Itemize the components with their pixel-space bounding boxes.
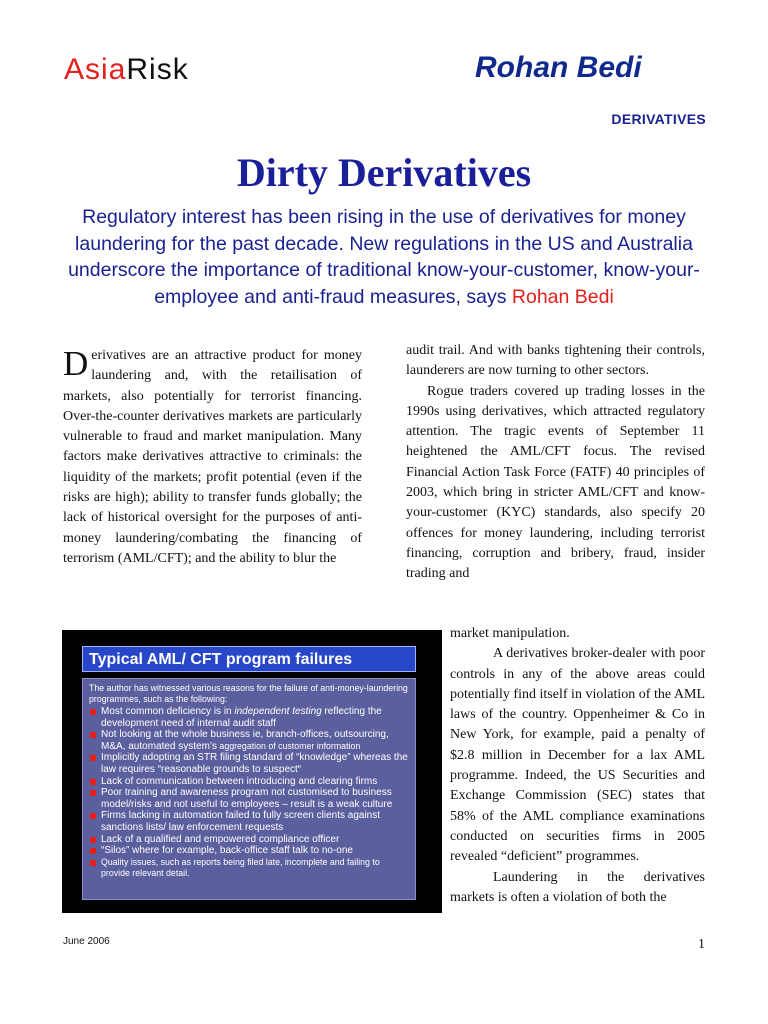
failure-item bbox=[89, 857, 409, 880]
red-square-bullet-icon bbox=[90, 709, 96, 715]
author-logo: Rohan Bedi bbox=[475, 51, 642, 84]
footer-date: June 2006 bbox=[63, 936, 110, 947]
body-column-right-bottom bbox=[450, 624, 705, 908]
failure-item bbox=[89, 834, 409, 846]
article-title: Dirty Derivatives bbox=[236, 150, 532, 195]
red-square-bullet-icon bbox=[90, 813, 96, 819]
red-square-bullet-icon bbox=[90, 860, 96, 866]
sidebar-box-intro: The author has witnessed various reasons for the failure of anti-money-laundering programmes, such as the following: bbox=[89, 683, 408, 704]
page-number: 1 bbox=[698, 937, 705, 952]
red-square-bullet-icon bbox=[90, 790, 96, 796]
body-column-right-top bbox=[406, 341, 705, 585]
failure-item bbox=[89, 810, 409, 833]
col1-text: erivatives are an attractive product for money laundering and, with the retailisation of markets, also potentially for terrorist financing. Over-the-counter derivatives markets are particularly vulnerable to fraud and market manipulation. Many factors make derivatives attractive to criminals: the liquidity of the markets; profit potential (even if the risks are high); ability to transfer funds globally; the lack of historical oversight for the purposes of anti-money laundering/combating the financing of terrorism (AML/CFT); and the ability to blur the bbox=[63, 348, 362, 566]
col3-paragraph-3: A derivatives broker-dealer with poor controls in any of the above areas could potentially find itself in violation of the AML laws of the country. Oppenheimer & Co in New York, for example, paid a penalty of $2.8 million in December for a lax AML programme. Indeed, the US Securities and Exchange Commission (SEC) states that 58% of the AML compliance examinations conducted on securities firms in 2005 revealed “deficient” programmes. bbox=[450, 646, 705, 865]
failure-item-text: Firms lacking in automation failed to fully screen clients against sanctions lists/ law enforcement requests bbox=[101, 810, 381, 833]
failure-item-text: Poor training and awareness program not customised to business model/risks and not useful to employees – result is a weak culture bbox=[101, 787, 393, 810]
asiarisk-logo bbox=[64, 52, 189, 88]
failure-item bbox=[89, 776, 409, 788]
failure-item-text: Implicitly adopting an STR filing standard of “knowledge” whereas the law requires “reasonable grounds to suspect“ bbox=[101, 752, 408, 775]
failure-item-text-end: reflecting the development need of internal audit staff bbox=[101, 706, 382, 729]
failure-item bbox=[89, 729, 409, 752]
failure-item-text: Lack of a qualified and empowered compliance officer bbox=[101, 833, 340, 845]
failure-item-small-text: Quality issues, such as reports being filed late, incomplete and failing to provide relevant detail. bbox=[101, 856, 380, 879]
failure-item-text: Most common deficiency is in bbox=[101, 706, 235, 717]
red-square-bullet-icon bbox=[90, 732, 96, 738]
red-square-bullet-icon bbox=[90, 755, 96, 761]
byline: Rohan Bedi bbox=[511, 285, 614, 308]
failure-item bbox=[89, 787, 409, 810]
failure-item-small-text: aggregation of customer information bbox=[216, 740, 361, 751]
sidebar-box-body bbox=[82, 678, 416, 900]
drop-cap: D bbox=[63, 344, 89, 383]
failure-item-text: Lack of communication between introducing and clearing firms bbox=[101, 775, 378, 787]
body-column-left bbox=[63, 346, 362, 569]
logo-risk-text: Risk bbox=[126, 53, 189, 86]
failure-item bbox=[89, 706, 409, 729]
failure-item-text: Not looking at the whole business ie, branch-offices, outsourcing, M&A, automated system’s bbox=[101, 729, 389, 752]
failure-item-text: “Silos” where for example, back-office staff talk to no-one bbox=[101, 845, 353, 857]
red-square-bullet-icon bbox=[90, 837, 96, 843]
col3-paragraph-4: Laundering in the derivatives markets is often a violation of both the bbox=[450, 869, 705, 905]
failure-item bbox=[89, 752, 409, 775]
failure-list bbox=[89, 706, 409, 880]
col2-paragraph-1: audit trail. And with banks tightening their controls, launderers are now turning to other sectors. bbox=[406, 343, 705, 379]
logo-asia-text: Asia bbox=[64, 53, 127, 86]
col2-paragraph-2: Rogue traders covered up trading losses in the 1990s using derivatives, which attracted regulatory attention. The tragic events of September 11 heightened the AML/CFT focus. The revised Financial Action Task Force (FATF) 40 principles of 2003, which bring in stricter AML/CFT and know-your-customer (KYC) standards, also specify 20 offences for money laundering, including terrorist financing, corruption and bribery, fraud, insider trading and bbox=[406, 383, 705, 582]
red-square-bullet-icon bbox=[90, 848, 96, 854]
section-label: DERIVATIVES bbox=[611, 111, 706, 127]
failure-item-emphasis: independent testing bbox=[234, 706, 322, 717]
sidebar-box-title: Typical AML/ CFT program failures bbox=[89, 651, 353, 668]
failure-item bbox=[89, 845, 409, 857]
col3-paragraph-2-end: market manipulation. bbox=[450, 626, 570, 641]
red-square-bullet-icon bbox=[90, 779, 96, 785]
sidebar-box-header bbox=[82, 646, 416, 672]
standfirst-text: Regulatory interest has been rising in the use of derivatives for money laundering for the past decade. New regulations in the US and Australia underscore the importance of traditional know-your-customer, know-your-employee and anti-fraud measures, says bbox=[68, 206, 700, 308]
standfirst bbox=[50, 204, 718, 310]
